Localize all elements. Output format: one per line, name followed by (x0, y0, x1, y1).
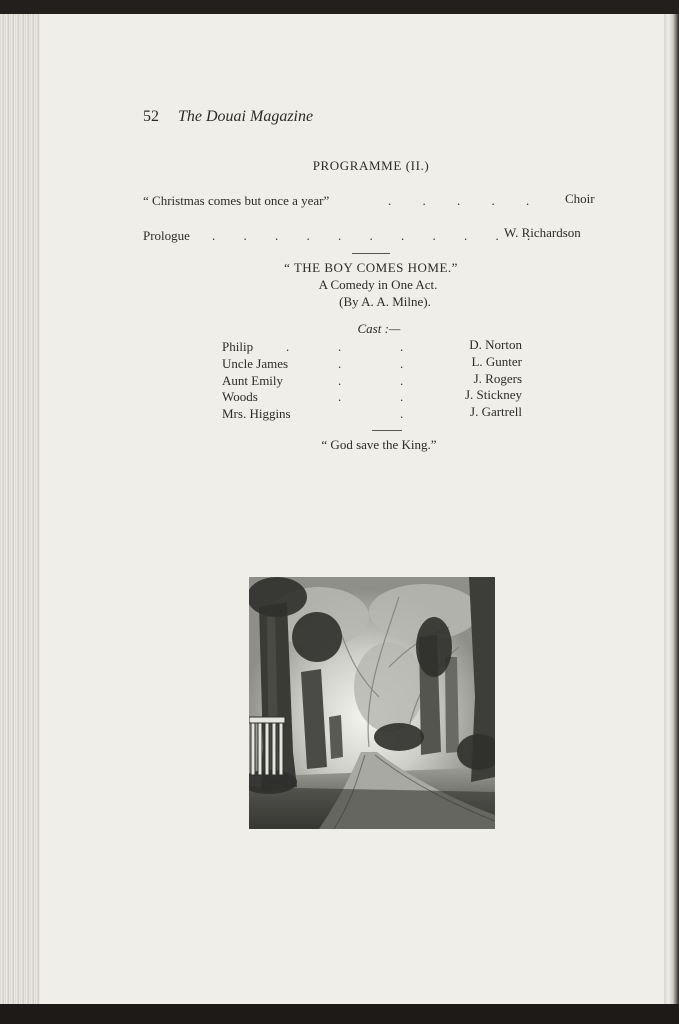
scan-background-bottom (0, 1004, 679, 1024)
divider-rule (352, 253, 390, 254)
cast-actor: D. Norton (469, 337, 522, 352)
cast-heading-text: Cast :— (357, 321, 401, 336)
programme-title: PROGRAMME (II.) (312, 158, 430, 173)
page-number: 52 (143, 108, 159, 125)
lane-photograph-drawing (249, 577, 495, 829)
running-head: The Douai Magazine (178, 108, 314, 125)
dot-leader: . . . . . (388, 193, 530, 208)
dot-leader: . (286, 339, 290, 354)
cast-role: Philip (222, 339, 254, 354)
programme-item-title: “ Christmas comes but once a year” (143, 193, 330, 208)
cast-role: Mrs. Higgins (222, 406, 291, 421)
programme-item-performer: Choir (565, 191, 595, 206)
cast-actor: J. Stickney (464, 387, 522, 402)
dot-leader: . (338, 339, 342, 354)
cast-heading (0, 321, 679, 337)
dot-leader: . (400, 356, 404, 371)
cast-actor: J. Gartrell (470, 404, 522, 419)
cast-actor: L. Gunter (471, 354, 522, 369)
cast-role: Aunt Emily (222, 373, 284, 388)
dot-leader: . (400, 373, 404, 388)
dot-leader: . (338, 356, 342, 371)
dot-leader: . (400, 339, 404, 354)
programme-item-performer: W. Richardson (504, 225, 581, 240)
finale-line: “ God save the King.” (321, 437, 437, 452)
cast-role: Uncle James (222, 356, 289, 371)
dot-leader: . (338, 373, 342, 388)
dot-leader: . (400, 406, 404, 421)
programme-item-title: Prologue (143, 228, 190, 243)
dot-leader: . (338, 389, 342, 404)
cast-actor: J. Rogers (473, 371, 522, 386)
divider-rule (372, 430, 402, 431)
play-title: “ THE BOY COMES HOME.” (284, 260, 458, 275)
dot-leader: . . . . . . . . . . . (212, 228, 531, 243)
lane-photograph (249, 577, 495, 829)
play-subtitle: A Comedy in One Act. (318, 277, 438, 292)
play-author: (By A. A. Milne). (339, 294, 431, 309)
scan-background-top (0, 0, 679, 14)
dot-leader: . (400, 389, 404, 404)
cast-role: Woods (222, 389, 258, 404)
